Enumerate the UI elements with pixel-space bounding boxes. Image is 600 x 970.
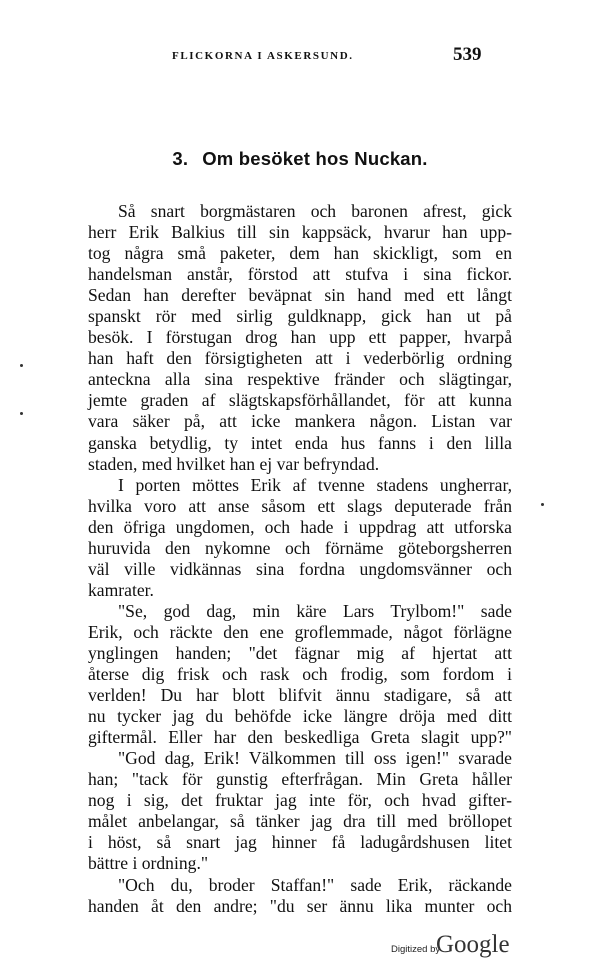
text-line: han; "tack för gunstig efterfrågan. Min Greta håller bbox=[88, 769, 512, 790]
chapter-title: Om besöket hos Nuckan. bbox=[202, 148, 428, 169]
text-line: verlden! Du har blott blifvit ännu stadigare, så att bbox=[88, 685, 512, 706]
margin-speck bbox=[20, 412, 23, 415]
text-line: Så snart borgmästaren och baronen afrest, gick bbox=[118, 201, 512, 221]
text-line: "Se, god dag, min käre Lars Trylbom!" sade bbox=[118, 600, 512, 621]
text-line: ganska betydlig, ty intet enda hus fanns i den lilla bbox=[88, 432, 512, 453]
text-line: nog i sig, det fruktar jag inte för, och hvad gifter- bbox=[88, 790, 512, 811]
text-line: bättre i ordning." bbox=[88, 853, 209, 874]
page-number: 539 bbox=[453, 44, 482, 65]
google-wordmark: Google bbox=[436, 931, 510, 958]
text-line: huruvida den nykomne och förnäme göteborgsherren bbox=[88, 537, 512, 558]
text-line: ynglingen handen; "det fägnar mig af hjertat att bbox=[88, 642, 512, 663]
text-line: tog några små paketer, dem han skickligt, som en bbox=[88, 243, 512, 264]
text-line: nu tycker jag du behöfde icke längre dröja med ditt bbox=[88, 706, 512, 727]
running-head bbox=[0, 44, 600, 68]
text-line: i höst, så snart jag hinner få ladugårdshusen litet bbox=[88, 832, 512, 853]
text-line: giftermål. Eller har den beskedliga Greta slagit upp?" bbox=[88, 727, 512, 748]
text-line: "Och du, broder Staffan!" sade Erik, räckande bbox=[118, 874, 512, 895]
text-line: målet anbelangar, så tänker jag dra till med bröllopet bbox=[88, 811, 512, 832]
text-line: hvilka voro att anse såsom ett slags deputerade från bbox=[88, 495, 512, 516]
text-line: herr Erik Balkius till sin kappsäck, hvarur han upp- bbox=[88, 222, 512, 243]
text-line: handen åt den andre; "du ser ännu lika munter och bbox=[88, 895, 512, 916]
chapter-heading bbox=[0, 148, 600, 170]
text-line: återse dig frisk och rask och frodig, som fordom i bbox=[88, 664, 512, 685]
margin-speck bbox=[20, 364, 23, 367]
text-line: jemte graden af slägtskapsförhållandet, för att kunna bbox=[88, 390, 512, 411]
text-line: anteckna alla sina respektive fränder och slägtingar, bbox=[88, 369, 512, 390]
text-line: handelsman anstår, förstod att stufva i sina fickor. bbox=[88, 264, 512, 285]
text-line: Sedan han derefter beväpnat sin hand med ett långt bbox=[88, 285, 512, 306]
text-line: han haft den försigtigheten att i vederbörlig ordning bbox=[88, 348, 512, 369]
text-line: besök. I förstugan drog han upp ett papper, hvarpå bbox=[88, 327, 512, 348]
running-title: FLICKORNA I ASKERSUND. bbox=[172, 50, 354, 62]
text-line: spanskt rör med sirlig guldknapp, gick han ut på bbox=[88, 306, 512, 327]
digitized-by-text: Digitized by bbox=[391, 944, 441, 955]
text-line: väl ville vidkännas sina fordna ungdomsvänner och bbox=[88, 558, 512, 579]
text-line: den öfriga ungdomen, och hade i uppdrag att utforska bbox=[88, 516, 512, 537]
chapter-number: 3. bbox=[172, 148, 189, 169]
body-text bbox=[88, 201, 512, 917]
text-line: vara säker på, att icke mankera någon. Listan var bbox=[88, 411, 512, 432]
text-line: Erik, och räckte den ene groflemmade, något förlägne bbox=[88, 621, 512, 642]
text-line: "God dag, Erik! Välkommen till oss igen!" svarade bbox=[118, 748, 512, 769]
margin-speck bbox=[541, 503, 544, 506]
text-line: staden, med hvilket han ej var befryndad. bbox=[88, 453, 380, 474]
text-line: kamrater. bbox=[88, 579, 154, 600]
text-line: I porten möttes Erik af tvenne stadens ungherrar, bbox=[118, 474, 512, 495]
